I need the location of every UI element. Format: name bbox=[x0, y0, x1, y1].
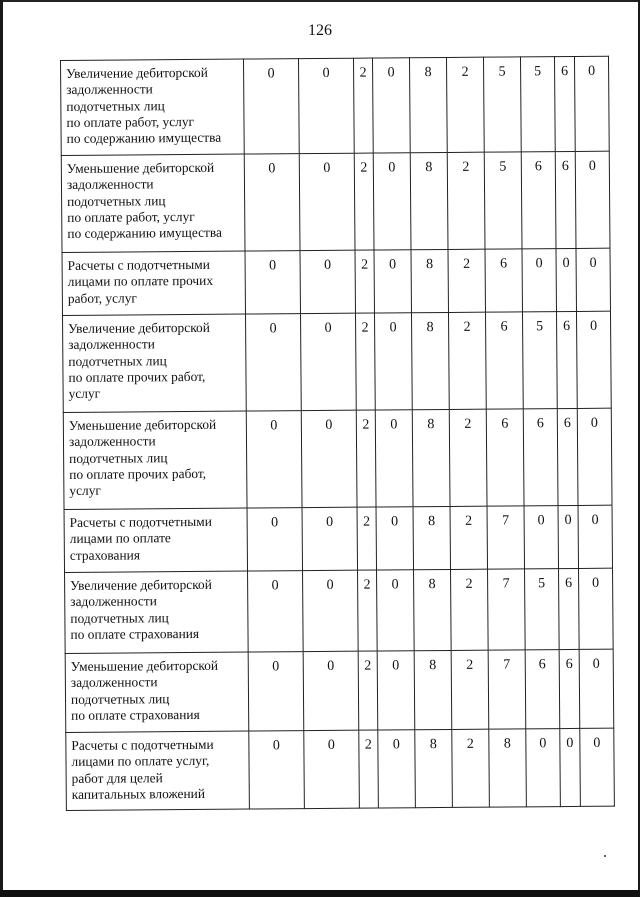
code-digit: 0 bbox=[378, 730, 416, 808]
code-digit: 5 bbox=[522, 312, 557, 409]
page-number: 126 bbox=[308, 22, 332, 39]
code-digit: 0 bbox=[558, 505, 578, 568]
code-digit: 0 bbox=[247, 508, 302, 571]
code-digit: 0 bbox=[375, 410, 413, 507]
code-digit: 2 bbox=[448, 249, 485, 312]
code-digit: 0 bbox=[579, 649, 614, 728]
code-digit: 0 bbox=[304, 730, 360, 808]
code-digit: 0 bbox=[576, 248, 610, 311]
code-digit: 6 bbox=[559, 649, 580, 728]
code-digit: 0 bbox=[246, 314, 302, 411]
code-digit: 0 bbox=[303, 651, 359, 730]
code-digit: 6 bbox=[559, 568, 580, 649]
account-name: Уменьшение дебиторской задолженности подотчетных лиц по оплате работ, услуг по содержанию имущества bbox=[61, 154, 245, 252]
code-digit: 0 bbox=[301, 410, 357, 507]
code-digit: 0 bbox=[580, 728, 615, 806]
code-digit: 8 bbox=[413, 506, 450, 569]
code-digit: 2 bbox=[451, 569, 489, 650]
code-digit: 0 bbox=[299, 153, 355, 250]
account-name: Расчеты с подотчетными лицами по оплате прочих работ, услуг bbox=[62, 251, 245, 315]
table-row bbox=[64, 505, 612, 572]
code-digit: 2 bbox=[354, 153, 374, 250]
scan-border-left bbox=[0, 0, 3, 897]
code-digit: 0 bbox=[560, 728, 581, 806]
code-digit: 8 bbox=[414, 650, 452, 729]
code-digit: 2 bbox=[448, 312, 486, 409]
code-digit: 5 bbox=[483, 57, 521, 152]
code-digit: 8 bbox=[411, 312, 449, 409]
code-digit: 6 bbox=[557, 408, 578, 505]
account-name: Увеличение дебиторской задолженности подотчетных лиц по оплате прочих работ, услуг bbox=[63, 314, 247, 412]
code-digit: 0 bbox=[298, 58, 354, 153]
table-row bbox=[63, 408, 612, 509]
code-digit: 0 bbox=[526, 729, 561, 807]
code-digit: 0 bbox=[376, 507, 413, 570]
code-digit: 2 bbox=[355, 250, 374, 313]
code-digit: 6 bbox=[485, 249, 522, 312]
table-row bbox=[61, 151, 610, 252]
scan-border-top bbox=[0, 0, 640, 2]
code-digit: 6 bbox=[556, 311, 577, 408]
account-name: Уменьшение дебиторской задолженности подотчетных лиц по оплате страхования bbox=[65, 652, 249, 732]
code-digit: 8 bbox=[410, 152, 448, 249]
code-digit: 2 bbox=[357, 507, 376, 570]
account-name: Уменьшение дебиторской задолженности подотчетных лиц по оплате прочих работ, услуг bbox=[63, 411, 247, 509]
code-digit: 0 bbox=[302, 507, 357, 570]
code-digit: 6 bbox=[523, 409, 558, 506]
table-row bbox=[66, 728, 615, 810]
code-digit: 0 bbox=[579, 568, 614, 649]
code-digit: 0 bbox=[377, 570, 415, 651]
code-digit: 0 bbox=[374, 313, 412, 410]
code-digit: 2 bbox=[358, 570, 378, 651]
code-digit: 2 bbox=[452, 729, 490, 807]
scan-speck bbox=[604, 855, 606, 857]
code-digit: 0 bbox=[576, 311, 611, 408]
code-digit: 0 bbox=[574, 56, 609, 151]
code-digit: 7 bbox=[487, 506, 524, 569]
code-digit: 8 bbox=[415, 729, 453, 807]
code-digit: 0 bbox=[377, 651, 415, 730]
account-name: Расчеты с подотчетными лицами по оплате услуг, работ для целей капитальных вложений bbox=[66, 731, 250, 810]
code-digit: 0 bbox=[300, 313, 356, 410]
code-digit: 0 bbox=[245, 251, 300, 314]
code-digit: 2 bbox=[449, 409, 487, 506]
code-digit: 0 bbox=[248, 652, 304, 731]
code-digit: 0 bbox=[244, 154, 300, 251]
code-digit: 6 bbox=[485, 312, 523, 409]
account-name: Увеличение дебиторской задолженности подотчетных лиц по оплате страхования bbox=[65, 571, 249, 653]
table-row bbox=[65, 649, 614, 732]
code-digit: 6 bbox=[521, 152, 556, 249]
code-digit: 2 bbox=[359, 730, 379, 808]
account-name: Увеличение дебиторской задолженности подотчетных лиц по оплате работ, услуг по содержанию имущества bbox=[61, 59, 245, 155]
code-digit: 7 bbox=[488, 650, 526, 729]
code-digit: 0 bbox=[373, 153, 411, 250]
account-name: Расчеты с подотчетными лицами по оплате страхования bbox=[64, 508, 247, 572]
code-digit: 8 bbox=[412, 409, 450, 506]
code-digit: 0 bbox=[303, 570, 359, 651]
table-row bbox=[62, 248, 610, 315]
code-digit: 0 bbox=[577, 408, 612, 505]
code-digit: 0 bbox=[575, 151, 610, 248]
code-digit: 0 bbox=[243, 59, 299, 154]
code-digit: 5 bbox=[520, 57, 555, 152]
code-digit: 0 bbox=[248, 571, 304, 652]
code-digit: 6 bbox=[555, 151, 576, 248]
table-row bbox=[63, 311, 612, 412]
code-digit: 5 bbox=[484, 152, 522, 249]
code-digit: 7 bbox=[488, 569, 526, 650]
code-digit: 0 bbox=[556, 248, 576, 311]
code-digit: 6 bbox=[554, 56, 575, 151]
code-digit: 2 bbox=[450, 506, 487, 569]
scan-border-bottom bbox=[0, 890, 640, 897]
code-digit: 8 bbox=[411, 249, 448, 312]
table-row bbox=[65, 568, 614, 653]
code-digit: 2 bbox=[446, 57, 484, 152]
code-digit: 0 bbox=[524, 506, 558, 569]
code-digit: 0 bbox=[578, 505, 612, 568]
code-digit: 2 bbox=[353, 58, 373, 153]
code-digit: 0 bbox=[372, 58, 410, 153]
code-digit: 0 bbox=[246, 411, 302, 508]
code-digit: 8 bbox=[409, 57, 447, 152]
code-digit: 0 bbox=[522, 249, 556, 312]
code-digit: 2 bbox=[355, 313, 375, 410]
code-digit: 2 bbox=[356, 410, 376, 507]
code-digit: 2 bbox=[447, 152, 485, 249]
code-digit: 6 bbox=[525, 650, 560, 729]
code-digit: 8 bbox=[414, 569, 452, 650]
code-digit: 0 bbox=[249, 731, 305, 809]
code-digit: 6 bbox=[486, 409, 524, 506]
code-digit: 0 bbox=[374, 250, 411, 313]
code-digit: 0 bbox=[300, 250, 355, 313]
table-row bbox=[61, 56, 610, 155]
code-digit: 2 bbox=[358, 651, 378, 730]
code-digit: 2 bbox=[451, 650, 489, 729]
account-codes-table bbox=[60, 56, 615, 811]
code-digit: 8 bbox=[489, 729, 527, 807]
code-digit: 5 bbox=[525, 569, 560, 650]
